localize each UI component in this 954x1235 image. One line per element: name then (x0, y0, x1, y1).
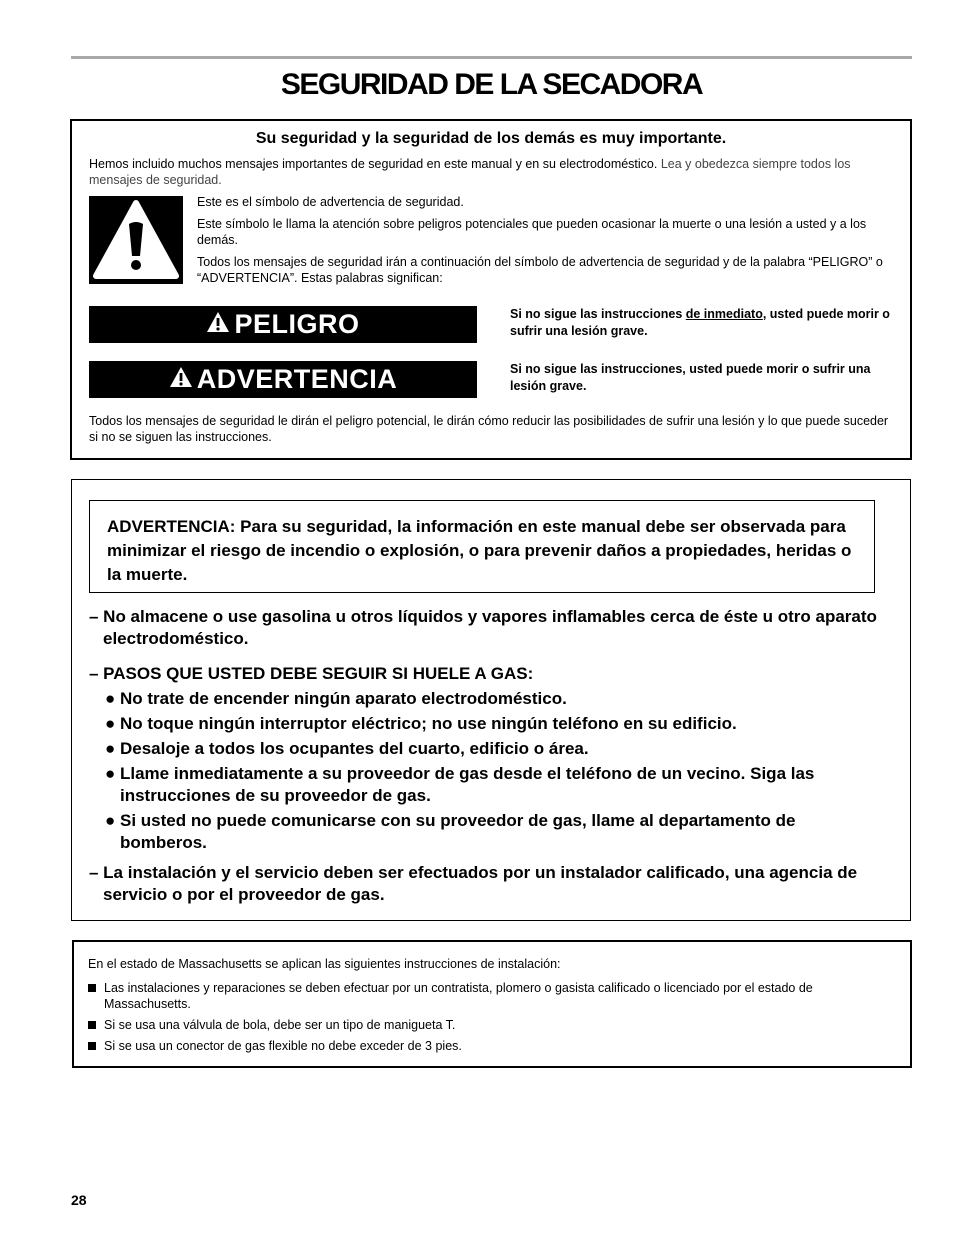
danger-desc-text: Si no sigue las instrucciones (510, 307, 686, 321)
storage-warning: – No almacene o use gasolina u otros líquidos y vapores inflamables cerca de éste u otro aparato electrodoméstico. (89, 607, 877, 648)
page-title: SEGURIDAD DE LA SECADORA (280, 68, 703, 101)
square-bullet-icon (88, 984, 96, 992)
gas-warning-box (71, 479, 911, 921)
massachusetts-box (72, 940, 912, 1068)
safety-intro (89, 156, 895, 188)
safety-intro-box (70, 119, 912, 460)
gas-steps-heading: – PASOS QUE USTED DEBE SEGUIR SI HUELE A GAS: (89, 664, 534, 683)
list-item: ● Si usted no puede comunicarse con su proveedor de gas, llame al departamento de bomberos. (105, 811, 796, 852)
list-item: Si se usa un conector de gas flexible no debe exceder de 3 pies. (88, 1038, 888, 1054)
list-item: ● No trate de encender ningún aparato electrodoméstico. (105, 689, 567, 708)
installation-warning: – La instalación y el servicio deben ser efectuados por un instalador calificado, una agencia de servicio o por el proveedor de gas. (89, 863, 858, 904)
intro-text: Hemos incluido muchos mensajes importantes de seguridad en este manual y en su electrodoméstico. (89, 157, 658, 171)
list-item: ● No toque ningún interruptor eléctrico; no use ningún teléfono en su edificio. (105, 714, 737, 733)
warning-description: Si no sigue las instrucciones, usted puede morir o sufrir una lesión grave. (510, 362, 871, 393)
page-number: 28 (71, 1192, 87, 1208)
symbol-line-3: Todos los mensajes de seguridad irán a continuación del símbolo de advertencia de seguridad y de la palabra “PELIGRO” o “ADVERTENCIA”. Estas palabras significan: (197, 255, 883, 285)
list-item: Si se usa una válvula de bola, debe ser un tipo de manigueta T. (88, 1017, 888, 1033)
warning-signal-word (89, 361, 477, 398)
symbol-line-1: Este es el símbolo de advertencia de seguridad. (197, 195, 464, 209)
danger-desc-underline: de inmediato (685, 307, 763, 321)
square-bullet-icon (88, 1021, 96, 1029)
massachusetts-lead: En el estado de Massachusetts se aplican las siguientes instrucciones de instalación: (88, 957, 561, 971)
danger-desc-text-end: , usted puede morir o sufrir una lesión grave. (510, 307, 890, 338)
warning-label: ADVERTENCIA (196, 364, 398, 394)
safety-outro: Todos los mensajes de seguridad le dirán el peligro potencial, le dirán cómo reducir las posibilidades de sufrir una lesión y lo que puede suceder si no se siguen las instrucciones. (89, 414, 889, 444)
square-bullet-icon (88, 1042, 96, 1050)
gas-steps-list (105, 688, 885, 857)
danger-label: PELIGRO (234, 309, 360, 339)
top-rule (71, 56, 912, 59)
safety-alert-icon (89, 196, 183, 284)
list-item: Las instalaciones y reparaciones se deben efectuar por un contratista, plomero o gasista calificado o licenciado por el estado de Massachusetts. (88, 980, 888, 1012)
warning-triangle-icon (169, 364, 193, 395)
intro-text-soft: Lea y obedezca siempre todos los mensajes de seguridad. (89, 157, 851, 187)
warning-triangle-icon (206, 309, 230, 340)
danger-description (510, 306, 900, 340)
massachusetts-list (88, 980, 888, 1059)
gas-warning-headline: ADVERTENCIA: Para su seguridad, la información en este manual debe ser observada para minimizar el riesgo de incendio o explosión, o para prevenir daños a propiedades, heridas o la muerte. (89, 500, 875, 593)
list-item: ● Desaloje a todos los ocupantes del cuarto, edificio o área. (105, 739, 589, 758)
safety-subtitle: Su seguridad y la seguridad de los demás es muy importante. (255, 130, 727, 147)
symbol-line-2: Este símbolo le llama la atención sobre peligros potenciales que pueden ocasionar la muerte o una lesión a usted y a los demás. (197, 217, 867, 247)
danger-signal-word (89, 306, 477, 343)
list-item: ● Llame inmediatamente a su proveedor de gas desde el teléfono de un vecino. Siga las instrucciones de su proveedor de gas. (105, 764, 815, 805)
